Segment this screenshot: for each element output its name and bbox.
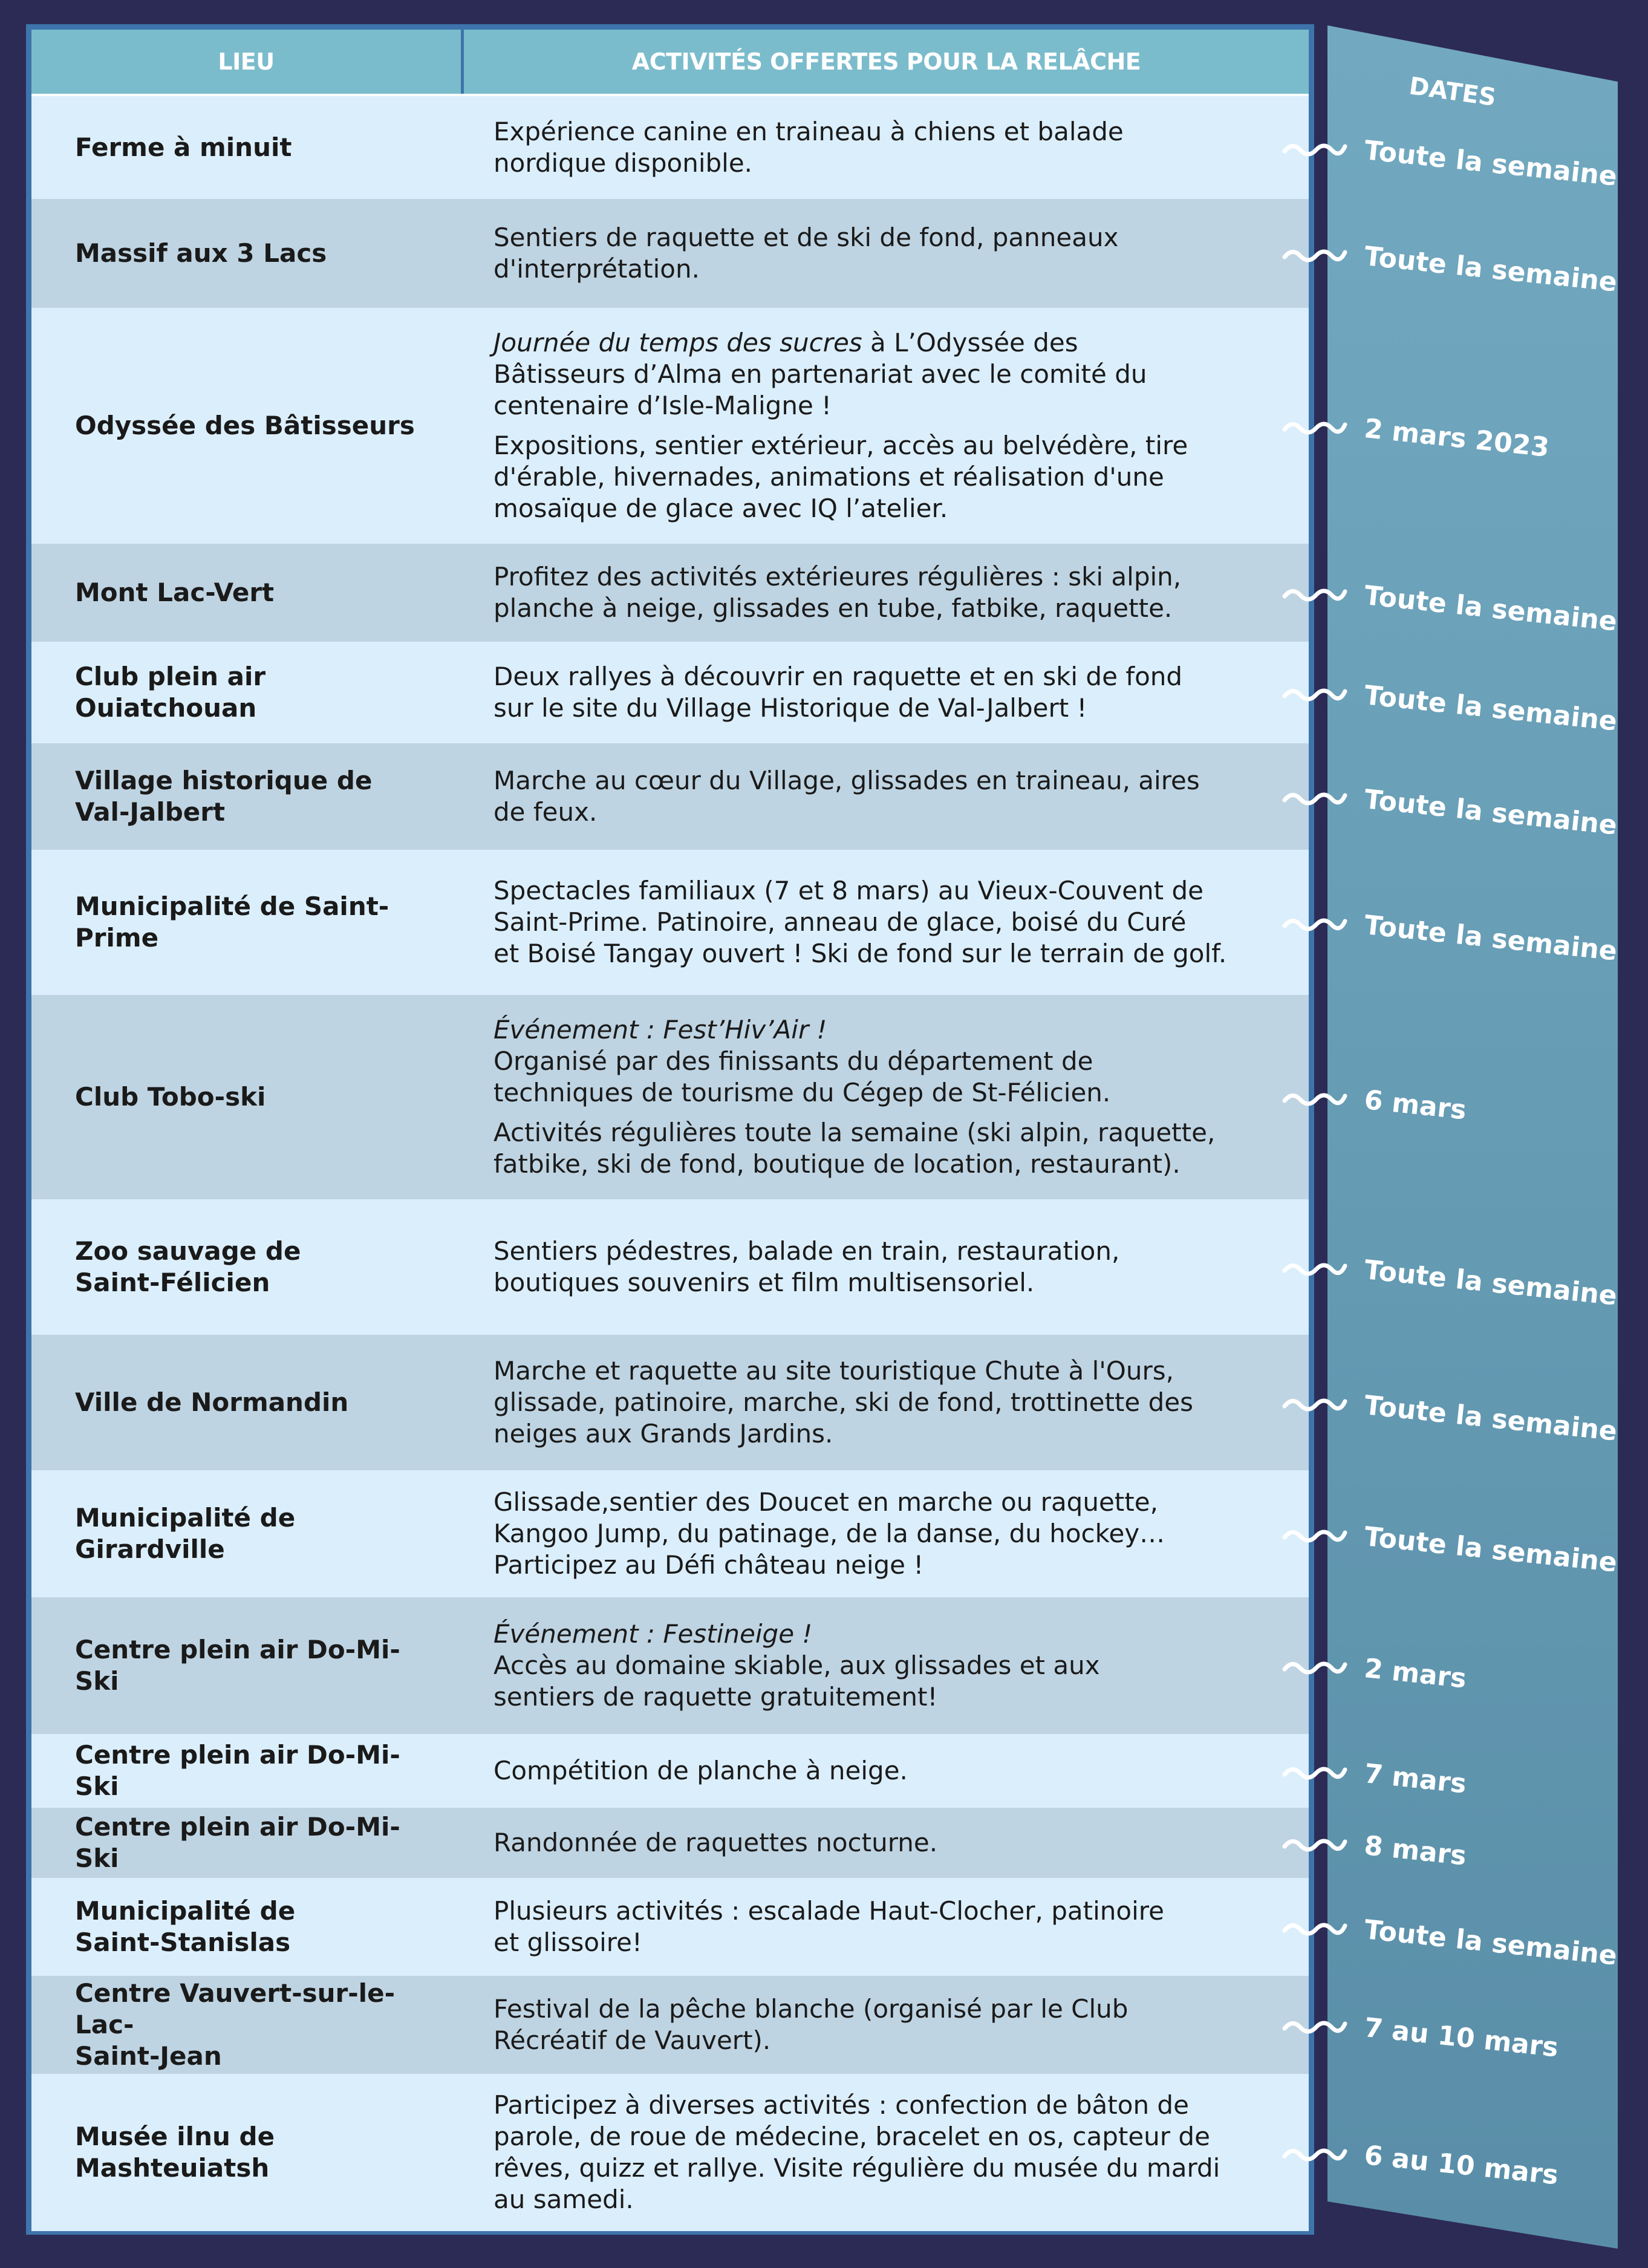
date-text: 6 au 10 mars: [1363, 2139, 1560, 2191]
activity-paragraph: [493, 327, 1285, 422]
table-row: [31, 1335, 1309, 1470]
lieu-name: Centre plein air Do-Mi-Ski: [75, 1812, 400, 1873]
date-entry: [1282, 1381, 1619, 1447]
activites-cell: [467, 995, 1309, 1199]
activities-table-frame: [26, 24, 1314, 2235]
lieu-name: Massif aux 3 Lacs: [75, 238, 327, 268]
table-row: [31, 642, 1309, 743]
activity-text: Plusieurs activités : escalade Haut-Clocher, patinoire et glissoire!: [493, 1896, 1164, 1957]
lieu-cell: [31, 199, 467, 308]
wave-icon: [1282, 1761, 1347, 1785]
date-entry: [1282, 2131, 1560, 2191]
activites-cell: [467, 308, 1309, 544]
table-row: [31, 1878, 1309, 1976]
wave-icon: [1282, 2015, 1347, 2039]
date-text: Toute la semaine: [1363, 1254, 1619, 1312]
date-entry: [1282, 1821, 1468, 1872]
lieu-cell: [31, 1335, 467, 1470]
activity-text: Deux rallyes à découvrir en raquette et en ski de fond sur le site du Village Historique de Val-Jalbert !: [493, 662, 1183, 723]
date-text: 7 mars: [1363, 1758, 1468, 1800]
date-text: Toute la semaine: [1363, 783, 1619, 841]
wave-icon: [1282, 1917, 1347, 1941]
date-entry: [1282, 1905, 1619, 1972]
wave-icon: [1282, 683, 1347, 707]
lieu-cell: [31, 2074, 467, 2231]
activites-cell: [467, 199, 1309, 308]
lieu-cell: [31, 642, 467, 743]
date-entry: [1282, 126, 1619, 192]
table-row: [31, 308, 1309, 544]
date-text: 6 mars: [1363, 1084, 1468, 1126]
activites-cell: [467, 642, 1309, 743]
table-row: [31, 1199, 1309, 1335]
activites-cell: [467, 1808, 1309, 1878]
date-text: Toute la semaine: [1363, 134, 1619, 192]
lieu-cell: [31, 995, 467, 1199]
activity-text: Sentiers de raquette et de ski de fond, panneaux d'interprétation.: [493, 223, 1119, 284]
lieu-name: Club plein air Ouiatchouan: [75, 662, 266, 723]
activity-text: Marche et raquette au site touristique Chute à l'Ours, glissade, patinoire, marche, ski de fond, trottinette des neiges aux Grands Jardins.: [493, 1356, 1193, 1448]
activity-text: à L’Odyssée des Bâtisseurs d’Alma en partenariat avec le comité du centenaire d’Isle-Maligne !: [493, 328, 1147, 420]
activity-text: Spectacles familiaux (7 et 8 mars) au Vieux-Couvent de Saint-Prime. Patinoire, anneau de glace, boisé du Curé et Boisé Tangay ouvert ! Ski de fond sur le terrain de golf.: [493, 876, 1227, 968]
activity-text: Organisé par des finissants du département de techniques de tourisme du Cégep de St-Félicien.: [493, 1046, 1111, 1107]
lieu-name: Ferme à minuit: [75, 132, 292, 162]
table-header: [31, 30, 1309, 96]
lieu-name: Municipalité de Saint-Stanislas: [75, 1896, 296, 1957]
lieu-cell: [31, 1808, 467, 1878]
date-text: Toute la semaine: [1363, 679, 1619, 737]
date-entry: [1282, 1245, 1619, 1312]
activity-text: Participez à diverses activités : confection de bâton de parole, de roue de médecine, bracelet en os, capteur de rêves, quizz et rallye. Visite régulière du musée du mardi au samedi.: [493, 2090, 1220, 2214]
lieu-name: Municipalité de Saint-Prime: [75, 891, 389, 953]
wave-icon: [1282, 1257, 1347, 1282]
header-activites: ACTIVITÉS OFFERTES POUR LA RELÂCHE: [631, 48, 1141, 75]
date-text: 7 au 10 mars: [1363, 2012, 1560, 2064]
table-body: [31, 96, 1309, 2231]
date-entry: [1282, 404, 1551, 463]
table-row: [31, 199, 1309, 308]
lieu-name: Mont Lac-Vert: [75, 578, 275, 607]
activites-cell: [467, 1878, 1309, 1976]
activity-text: Compétition de planche à neige.: [493, 1756, 908, 1785]
table-row: [31, 1597, 1309, 1734]
table-row: [31, 2074, 1309, 2231]
date-entry: [1282, 901, 1619, 967]
date-text: Toute la semaine: [1363, 1389, 1619, 1447]
activity-text: Profitez des activités extérieures régulières : ski alpin, planche à neige, glissades en tube, fatbike, raquette.: [493, 562, 1182, 623]
activites-cell: [467, 96, 1309, 199]
date-entry: [1282, 1075, 1467, 1124]
table-row: [31, 1976, 1309, 2074]
activites-cell: [467, 1734, 1309, 1808]
activites-cell: [467, 1199, 1309, 1335]
lieu-name: Village historique de Val-Jalbert: [75, 766, 373, 827]
activity-text: Marche au cœur du Village, glissades en traineau, aires de feux.: [493, 766, 1200, 827]
date-text: Toute la semaine: [1363, 1914, 1619, 1972]
lieu-name: Odyssée des Bâtisseurs: [75, 411, 415, 440]
date-entry: [1282, 1644, 1468, 1695]
event-title: Journée du temps des sucres: [493, 328, 862, 357]
lieu-cell: [31, 1878, 467, 1976]
activites-cell: [467, 1976, 1309, 2074]
table-row: [31, 995, 1309, 1199]
date-text: 8 mars: [1363, 1830, 1468, 1872]
lieu-cell: [31, 1470, 467, 1597]
activities-table: [31, 30, 1309, 2229]
lieu-name: Centre plein air Do-Mi-Ski: [75, 1740, 400, 1801]
date-text: 2 mars 2023: [1363, 412, 1551, 463]
activites-cell: [467, 2074, 1309, 2231]
lieu-name: Musée ilnu de Mashteuiatsh: [75, 2122, 275, 2183]
wave-icon: [1282, 583, 1347, 607]
lieu-cell: [31, 1976, 467, 2074]
dates-header: DATES: [1407, 72, 1498, 112]
date-entry: [1282, 1512, 1619, 1579]
lieu-name: Centre Vauvert-sur-le-Lac- Saint-Jean: [75, 1978, 395, 2071]
lieu-name: Centre plein air Do-Mi-Ski: [75, 1635, 400, 1696]
table-row: [31, 96, 1309, 199]
date-entry: [1282, 1749, 1468, 1800]
activity-text: Accès au domaine skiable, aux glissades et aux sentiers de raquette gratuitement!: [493, 1650, 1100, 1712]
wave-icon: [1282, 244, 1347, 268]
date-entry: [1282, 671, 1619, 737]
lieu-name: Ville de Normandin: [75, 1387, 349, 1417]
wave-icon: [1282, 1087, 1347, 1112]
wave-icon: [1282, 787, 1347, 811]
lieu-cell: [31, 544, 467, 642]
lieu-cell: [31, 1199, 467, 1335]
activites-cell: [467, 544, 1309, 642]
activity-text: Festival de la pêche blanche (organisé par le Club Récréatif de Vauvert).: [493, 1994, 1129, 2055]
wave-icon: [1282, 913, 1347, 937]
date-entry: [1282, 2003, 1560, 2064]
activites-cell: [467, 1470, 1309, 1597]
table-row: [31, 743, 1309, 850]
event-title: Événement : Festineige !: [493, 1619, 813, 1649]
table-row: [31, 1808, 1309, 1878]
activity-text: Activités régulières toute la semaine (ski alpin, raquette, fatbike, ski de fond, boutique de location, restaurant).: [493, 1118, 1216, 1179]
activity-text: Expérience canine en traineau à chiens et balade nordique disponible.: [493, 117, 1124, 178]
activites-cell: [467, 850, 1309, 995]
table-row: [31, 544, 1309, 642]
date-text: Toute la semaine: [1363, 240, 1619, 298]
wave-icon: [1282, 1393, 1347, 1417]
lieu-name: Municipalité de Girardville: [75, 1503, 296, 1564]
activites-cell: [467, 1597, 1309, 1734]
activity-text: Expositions, sentier extérieur, accès au belvédère, tire d'érable, hivernades, animations et réalisation d'une mosaïque de glace avec IQ l’atelier.: [493, 431, 1188, 523]
date-entry: [1282, 775, 1619, 841]
lieu-name: Club Tobo-ski: [75, 1082, 266, 1112]
wave-icon: [1282, 1656, 1347, 1680]
lieu-name: Zoo sauvage de Saint-Félicien: [75, 1236, 301, 1297]
table-row: [31, 1734, 1309, 1808]
activity-text: Sentiers pédestres, balade en train, restauration, boutiques souvenirs et film multisensoriel.: [493, 1236, 1120, 1297]
date-text: Toute la semaine: [1363, 1520, 1619, 1579]
wave-icon: [1282, 1833, 1347, 1857]
lieu-cell: [31, 743, 467, 850]
header-lieu: LIEU: [31, 30, 464, 94]
activites-cell: [467, 743, 1309, 850]
event-title: Événement : Fest’Hiv’Air !: [493, 1015, 827, 1044]
lieu-cell: [31, 1734, 467, 1808]
wave-icon: [1282, 1524, 1347, 1548]
wave-icon: [1282, 138, 1347, 162]
date-entry: [1282, 232, 1619, 298]
activity-text: Glissade,sentier des Doucet en marche ou raquette, Kangoo Jump, du patinage, de la danse, du hockey… Participez au Défi château neige !: [493, 1487, 1165, 1580]
lieu-cell: [31, 850, 467, 995]
date-text: Toute la semaine: [1363, 909, 1619, 967]
lieu-cell: [31, 96, 467, 199]
lieu-cell: [31, 1597, 467, 1734]
wave-icon: [1282, 416, 1347, 440]
table-row: [31, 850, 1309, 995]
lieu-cell: [31, 308, 467, 544]
activites-cell: [467, 1335, 1309, 1470]
table-row: [31, 1470, 1309, 1597]
date-text: 2 mars: [1363, 1652, 1468, 1695]
date-entry: [1282, 571, 1619, 637]
date-text: Toute la semaine: [1363, 579, 1619, 637]
activity-text: Randonnée de raquettes nocturne.: [493, 1828, 938, 1857]
wave-icon: [1282, 2143, 1347, 2167]
